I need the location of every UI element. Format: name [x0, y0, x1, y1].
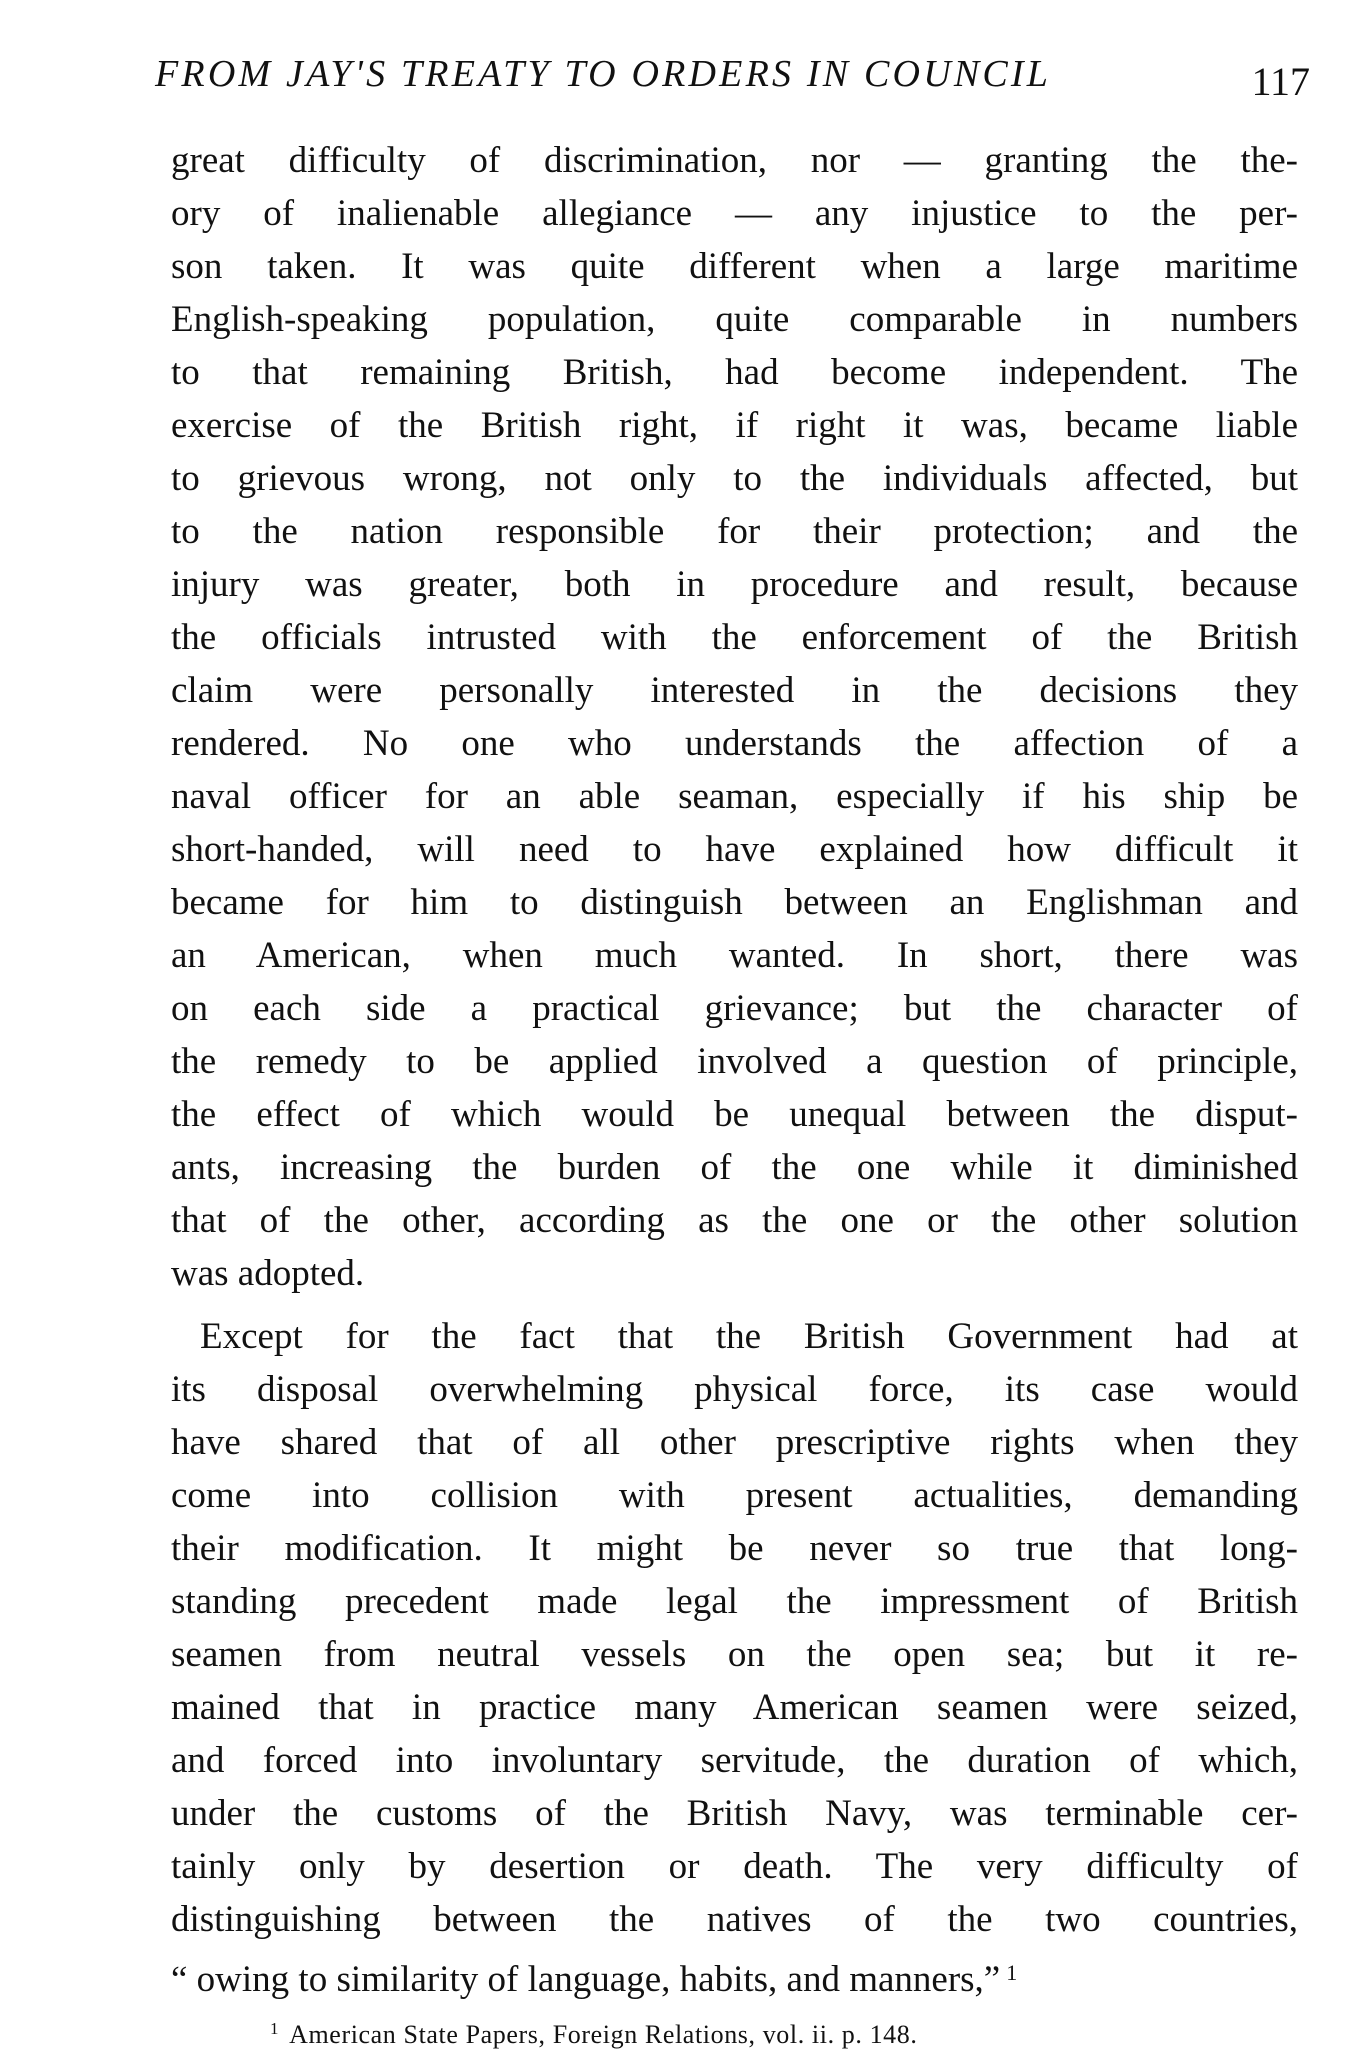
text-line: great difficulty of discrimination, nor — granting the the- — [171, 140, 1298, 181]
footnote-text: American State Papers, Foreign Relations, vol. ii. p. 148. — [289, 2020, 918, 2049]
text-line: to grievous wrong, not only to the individuals affected, but — [171, 458, 1298, 499]
text-line: their modification. It might be never so true that long- — [171, 1528, 1298, 1569]
text-line: claim were personally interested in the decisions they — [171, 670, 1298, 711]
text-line: the effect of which would be unequal between the disput- — [171, 1094, 1298, 1135]
text-line: Except for the fact that the British Government had at — [200, 1316, 1298, 1357]
text-line: to that remaining British, had become independent. The — [171, 352, 1298, 393]
text-line: ory of inalienable allegiance — any injustice to the per- — [171, 193, 1298, 234]
text-line: come into collision with present actualities, demanding — [171, 1475, 1298, 1516]
text-line: exercise of the British right, if right it was, became liable — [171, 405, 1298, 446]
text-line: an American, when much wanted. In short, there was — [171, 935, 1298, 976]
text-line-content: “ owing to similarity of language, habits, and manners,” — [171, 1959, 1001, 1999]
text-line: seamen from neutral vessels on the open sea; but it re- — [171, 1634, 1298, 1675]
text-line: became for him to distinguish between an Englishman and — [171, 882, 1298, 923]
text-line: naval officer for an able seaman, especially if his ship be — [171, 776, 1298, 817]
text-line: injury was greater, both in procedure and result, because — [171, 564, 1298, 605]
text-line: rendered. No one who understands the affection of a — [171, 723, 1298, 764]
footnote-reference: 1 — [1006, 1960, 1018, 1985]
text-line: ants, increasing the burden of the one while it diminished — [171, 1147, 1298, 1188]
text-line: son taken. It was quite different when a large maritime — [171, 246, 1298, 287]
text-line: and forced into involuntary servitude, the duration of which, — [171, 1740, 1298, 1781]
paragraph-2 — [171, 1310, 1298, 1999]
text-line: mained that in practice many American seamen were seized, — [171, 1687, 1298, 1728]
text-line: that of the other, according as the one or the other solution — [171, 1200, 1298, 1241]
text-line: was adopted. — [171, 1253, 365, 1294]
text-line: tainly only by desertion or death. The very difficulty of — [171, 1846, 1298, 1887]
footnote-marker: 1 — [270, 2019, 280, 2038]
text-line: to the nation responsible for their protection; and the — [171, 511, 1298, 552]
text-line: on each side a practical grievance; but the character of — [171, 988, 1298, 1029]
text-line: the officials intrusted with the enforcement of the British — [171, 617, 1298, 658]
text-line — [171, 1946, 1298, 1999]
text-line: distinguishing between the natives of the two countries, — [171, 1899, 1298, 1940]
running-title: FROM JAY'S TREATY TO ORDERS IN COUNCIL — [155, 53, 1052, 95]
text-line: its disposal overwhelming physical force, its case would — [171, 1369, 1298, 1410]
text-line: English-speaking population, quite comparable in numbers — [171, 299, 1298, 340]
text-line: the remedy to be applied involved a question of principle, — [171, 1041, 1298, 1082]
body-text — [171, 134, 1298, 1999]
paragraph-1 — [171, 134, 1298, 1300]
text-line: short-handed, will need to have explained how difficult it — [171, 829, 1298, 870]
paragraph-gap — [171, 1300, 1298, 1310]
text-line: have shared that of all other prescriptive rights when they — [171, 1422, 1298, 1463]
page-number: 117 — [1251, 59, 1310, 104]
footnote — [270, 2012, 917, 2052]
text-line: standing precedent made legal the impressment of British — [171, 1581, 1298, 1622]
text-line: under the customs of the British Navy, was terminable cer- — [171, 1793, 1298, 1834]
running-head — [155, 52, 1310, 112]
